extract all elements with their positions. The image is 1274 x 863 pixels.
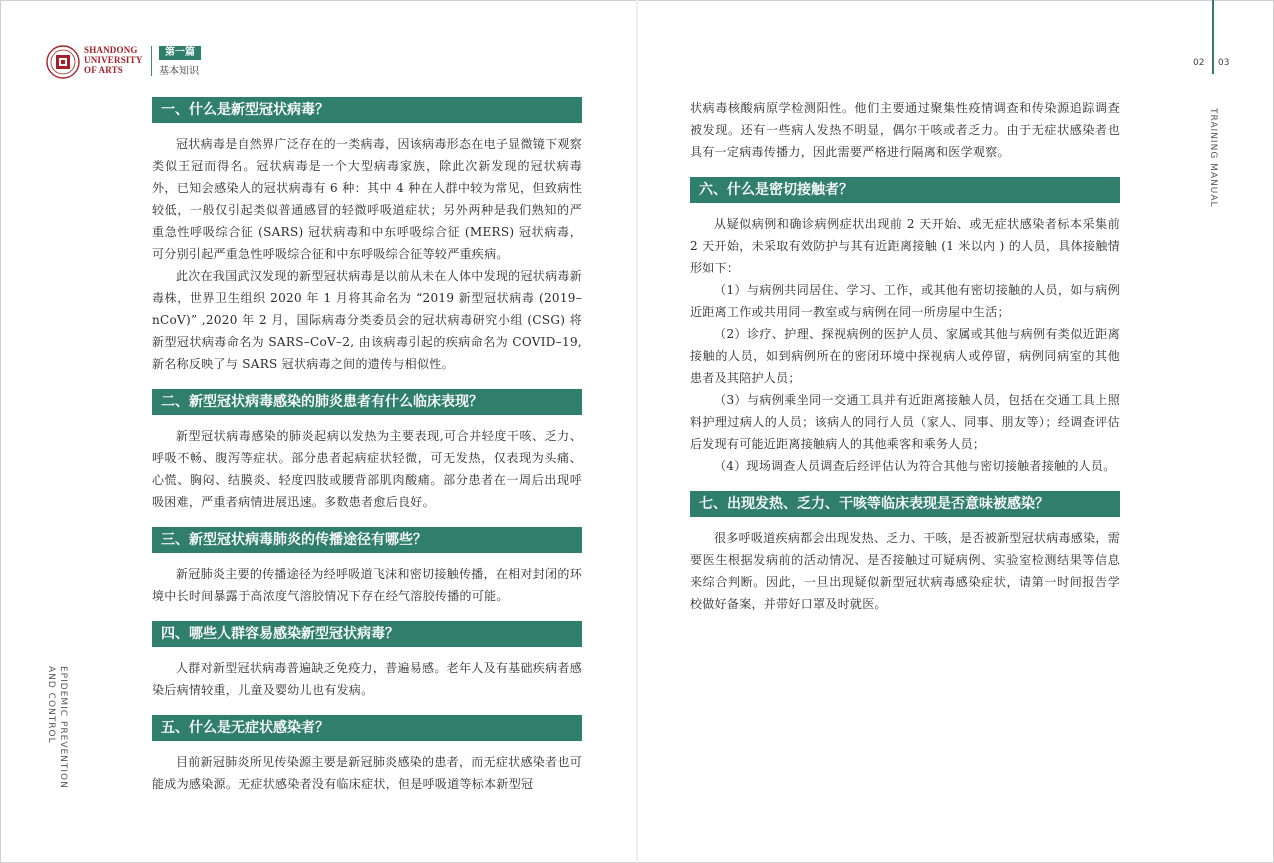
university-name-line: SHANDONG [84,45,138,55]
page-number-right: 03 [1218,58,1230,68]
side-label-control: AND CONTROL [46,666,56,744]
header-divider [151,46,152,76]
section-heading: 一、什么是新型冠状病毒？ [152,97,582,123]
chapter-tag: 第一篇 [159,46,201,60]
paragraph: 人群对新型冠状病毒普遍缺乏免疫力，普遍易感。老年人及有基础疾病者感染后病情较重，儿童及婴幼儿也有发病。 [152,661,582,697]
section-heading: 五、什么是无症状感染者？ [152,715,582,741]
list-item: （3）与病例乘坐同一交通工具并有近距离接触人员，包括在交通工具上照料护理过病人的人员；该病人的同行人员（家人、同事、朋友等）；经调查评估后发现有可能近距离接触病人的其他乘客和乘务人员； [690,393,1120,451]
section-heading: 四、哪些人群容易感染新型冠状病毒？ [152,621,582,647]
right-column [690,97,1120,615]
section-heading: 二、新型冠状病毒感染的肺炎患者有什么临床表现？ [152,389,582,415]
left-column [152,97,582,795]
paragraph: 此次在我国武汉发现的新型冠状病毒是以前从未在人体中发现的冠状病毒新毒株，世界卫生组织 2020 年 1 月将其命名为 “2019 新型冠状病毒 (2019–nCoV)” ,2020 年 2 月，国际病毒分类委员会的冠状病毒研究小组 (CSG) 将新型冠状病毒命名为 SARS–CoV–2, 由该病毒引起的疾病命名为 COVID–19, 新名称反映了与 SARS 冠状病毒之间的遗传与相似性。 [152,269,582,371]
section-heading: 七、出现发热、乏力、干咳等临床表现是否意味被感染？ [690,491,1120,517]
paragraph: 新型冠状病毒感染的肺炎起病以发热为主要表现,可合并轻度干咳、乏力、呼吸不畅、腹泻等症状。部分患者起病症状轻微，可无发热，仅表现为头痛、心慌、胸闷、结膜炎、轻度四肢或腰背部肌肉酸痛。部分患者在一周后出现呼吸困难，严重者病情进展迅速。多数患者愈后良好。 [152,429,582,509]
page-number-left: 02 [1193,58,1205,68]
university-name-line: UNIVERSITY [84,55,143,65]
paragraph: 新冠肺炎主要的传播途径为经呼吸道飞沫和密切接触传播，在相对封闭的环境中长时间暴露于高浓度气溶胶情况下存在经气溶胶传播的可能。 [152,567,582,603]
page-gutter [636,0,638,863]
paragraph: 从疑似病例和确诊病例症状出现前 2 天开始、或无症状感染者标本采集前 2 天开始，未采取有效防护与其有近距离接触 (1 米以内 ) 的人员，具体接触情形如下： [690,217,1120,275]
paragraph: 很多呼吸道疾病都会出现发热、乏力、干咳，是否被新型冠状病毒感染，需要医生根据发病前的活动情况、是否接触过可疑病例、实验室检测结果等信息来综合判断。因此，一旦出现疑似新型冠状病毒感染症状，请第一时间报告学校做好备案，并带好口罩及时就医。 [690,531,1120,611]
university-name [84,45,154,75]
list-item: （2）诊疗、护理、探视病例的医护人员、家属或其他与病例有类似近距离接触的人员，如到病例所在的密闭环境中探视病人或停留，病例同病室的其他患者及其陪护人员； [690,327,1120,385]
list-item: （4）现场调查人员调查后经评估认为符合其他与密切接触者接触的人员。 [714,459,1116,473]
section-heading: 六、什么是密切接触者？ [690,177,1120,203]
list-item: （1）与病例共同居住、学习、工作，或其他有密切接触的人员，如与病例近距离工作或共用同一教室或与病例在同一所房屋中生活； [690,283,1120,319]
section-heading: 三、新型冠状病毒肺炎的传播途径有哪些？ [152,527,582,553]
chapter-subtitle: 基本知识 [159,66,199,77]
university-name-line: OF ARTS [84,65,124,75]
accent-line [1212,0,1214,74]
paragraph-continuation: 状病毒核酸病原学检测阳性。他们主要通过聚集性疫情调查和传染源追踪调查被发现。还有一些病人发热不明显，偶尔干咳或者乏力。由于无症状感染者也具有一定病毒传播力，因此需要严格进行隔离和医学观察。 [690,101,1120,159]
side-label-epidemic: EPIDEMIC PREVENTION [58,666,68,789]
side-label-training-manual: TRAINING MANUAL [1208,108,1218,208]
paragraph: 冠状病毒是自然界广泛存在的一类病毒，因该病毒形态在电子显微镜下观察类似王冠而得名。冠状病毒是一个大型病毒家族，除此次新发现的冠状病毒外，已知会感染人的冠状病毒有 6 种：其中 4 种在人群中较为常见，但致病性较低，一般仅引起类似普通感冒的轻微呼吸道症状；另外两种是我们熟知的严重急性呼吸综合征 (SARS) 冠状病毒和中东呼吸综合征 (MERS) 冠状病毒，可分别引起严重急性呼吸综合征和中东呼吸综合征等较严重疾病。 [152,137,582,261]
paragraph: 目前新冠肺炎所见传染源主要是新冠肺炎感染的患者，而无症状感染者也可能成为感染源。无症状感染者没有临床症状，但是呼吸道等标本新型冠 [152,755,582,791]
university-logo [46,45,80,79]
